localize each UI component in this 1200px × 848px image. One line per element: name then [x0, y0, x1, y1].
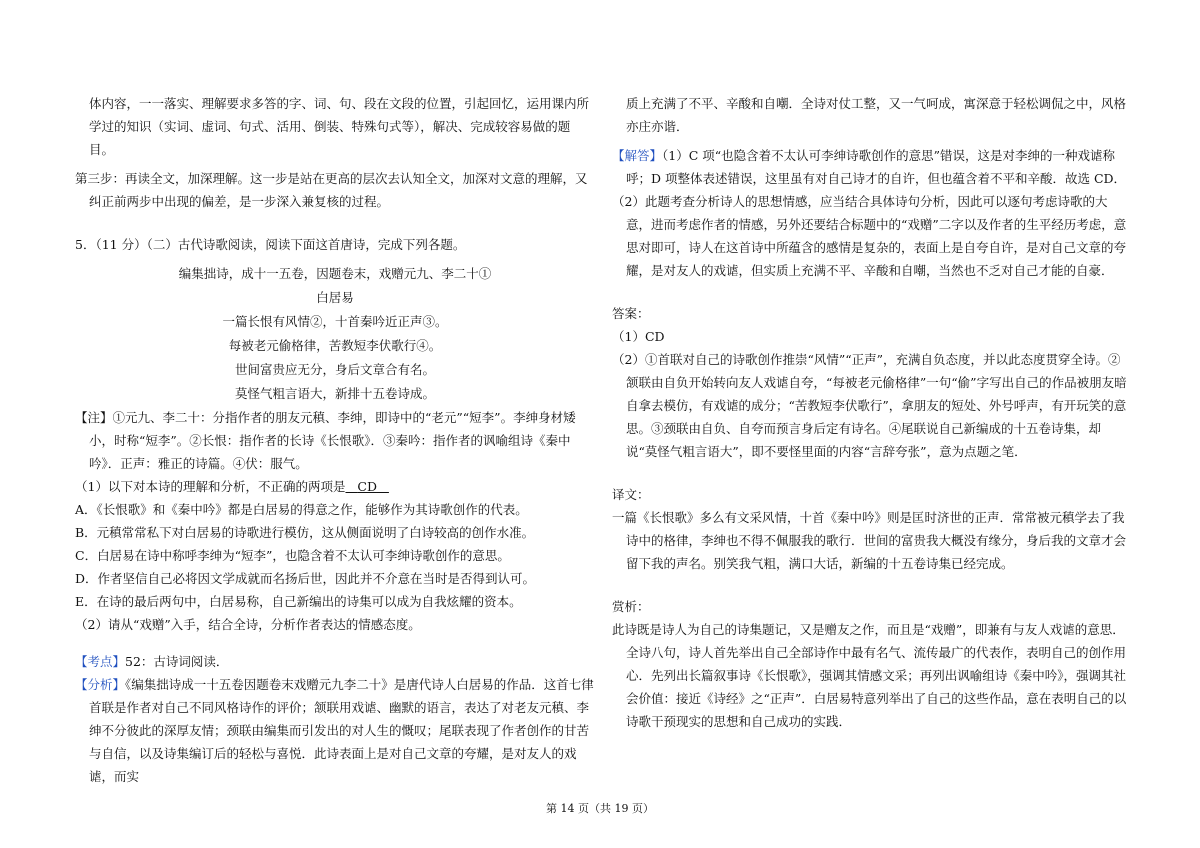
answer-2: （2）①首联对自己的诗歌创作推崇“风情”“正声”，充满自负态度，并以此态度贯穿全诗。②颔联由自负开始转向友人戏谑自夸，“每被老元偷格律”一句“偷”字写出自己的作品被朋友暗自拿去模仿，有戏谑的成分；“苦教短李伏歌行”，拿朋友的短处、外号呼声，有开玩笑的意思。③颈联由自负、自夸而预言身后定有诗名。④尾联说自己新编成的十五卷诗集，却说“莫怪气粗言语大”，即不要怪里面的内容“言辞夸张”，意为点题之笔．	[612, 352, 1127, 459]
poem-title: 编集拙诗，成十一五卷，因题卷末，戏赠元九、李二十①	[178, 266, 492, 281]
poem-author: 白居易	[316, 290, 354, 305]
poem-line: 每被老元偷格律，苦教短李伏歌行④。	[228, 338, 442, 353]
jieda-section	[612, 144, 1132, 190]
sub-question-1-text: （1）以下对本诗的理解和分析，不正确的两项是	[75, 479, 346, 494]
question-header: 5．（11 分）（二）古代诗歌阅读，阅读下面这首唐诗，完成下列各题。	[75, 237, 466, 252]
option-e: E．在诗的最后两句中，白居易称，自己新编出的诗集可以成为自我炫耀的资本。	[75, 594, 522, 609]
option-a: A．《长恨歌》和《秦中吟》都是白居易的得意之作，能够作为其诗歌创作的代表。	[75, 502, 528, 517]
right-column	[612, 92, 1132, 739]
poem-note: 【注】①元九、李二十：分指作者的朋友元稹、李绅，即诗中的“老元”“短李”。李绅身材矮小，时称“短李”。②长恨：指作者的长诗《长恨歌》．③秦吟：指作者的讽喻组诗《秦中吟》．正声：雅正的诗篇。④伏：服气。	[75, 410, 576, 471]
jieda-tag: 【解答】	[612, 148, 663, 163]
sub-question-2: （2）请从“戏赠”入手，结合全诗，分析作者表达的情感态度。	[75, 617, 421, 632]
step2-continued: 体内容，一一落实、理解要求多答的字、词、句、段在文段的位置，引起回忆，运用课内所学过的知识（实词、虚词、句式、活用、倒装、特殊句式等），解决、完成较容易做的题目。	[89, 96, 590, 157]
jieda-text-1: （1）C 项“也隐含着不太认可李绅诗歌创作的意思”错误，这是对李绅的一种戏谑称呼；D 项整体表述错误，这里虽有对自己诗才的自许，但也蕴含着不平和辛酸．故选 CD．	[626, 148, 1127, 186]
poem-line: 莫怪气粗言语大，新排十五卷诗成。	[234, 386, 435, 401]
poem-line: 一篇长恨有风情②，十首秦吟近正声③。	[222, 314, 448, 329]
yiwen-label: 译文：	[612, 487, 650, 502]
kaodian-text: 52：古诗词阅读．	[125, 654, 229, 669]
poem	[75, 262, 595, 406]
step3-paragraph: 第三步：再读全文，加深理解。这一步是站在更高的层次去认知全文，加深对文意的理解，又纠正前两步中出现的偏差，是一步深入兼复核的过程。	[75, 171, 588, 209]
shangxi-text: 此诗既是诗人为自己的诗集题记，又是赠友之作，而且是“戏赠”，即兼有与友人戏谑的意思．全诗八句，诗人首先举出自己全部诗作中最有名气、流传最广的代表作，表明自己的创作用心．先列出长篇叙事诗《长恨歌》，强调其情感文采；再列出讽喻组诗《秦中吟》，强调其社会价值：接近《诗经》之“正声”．白居易特意列举出了自己的这些作品，意在表明自己的以诗歌干预现实的思想和自己成功的实践．	[612, 622, 1127, 729]
fenxi-text: 《编集拙诗成一十五卷因题卷末戏赠元九李二十》是唐代诗人白居易的作品．这首七律首联是作者对自己不同风格诗作的评价；颔联用戏谑、幽默的语言，表达了对老友元稹、李绅不分彼此的深厚友情；颈联由编集而引发出的对人生的慨叹；尾联表现了作者创作的甘苦与自信，以及诗集编订后的轻松与喜悦．此诗表面上是对自己文章的夸耀，是对友人的戏谑，而实	[89, 677, 594, 784]
fenxi-tag: 【分析】	[75, 677, 126, 692]
option-c: C．白居易在诗中称呼李绅为“短李”，也隐含着不太认可李绅诗歌创作的意思。	[75, 548, 510, 563]
kaodian-section	[75, 650, 595, 673]
fenxi-section	[75, 673, 595, 788]
option-b: B．元稹常常私下对白居易的诗歌进行模仿，这从侧面说明了白诗较高的创作水准。	[75, 525, 535, 540]
fenxi-continued: 质上充满了不平、辛酸和自嘲．全诗对仗工整，又一气呵成，寓深意于轻松调侃之中，风格亦庄亦谐．	[626, 96, 1127, 134]
sub-question-1	[75, 475, 595, 498]
left-column	[75, 92, 595, 788]
option-d: D．作者坚信自己必将因文学成就而名扬后世，因此并不介意在当时是否得到认可。	[75, 571, 536, 586]
page-number: 第 14 页（共 19 页）	[546, 802, 654, 815]
jieda-text-2: （2）此题考查分析诗人的思想情感，应当结合具体诗句分析，因此可以逐句考虑诗歌的大意，进而考虑作者的情感，另外还要结合标题中的“戏赠”二字以及作者的生平经历考虑，意思对即可，诗人在这首诗中所蕴含的感情是复杂的，表面上是自夸自许，是对自己文章的夸耀，是对友人的戏谑，但实质上充满不平、辛酸和自嘲，当然也不乏对自己才能的自豪．	[612, 194, 1127, 278]
shangxi-label: 赏析：	[612, 599, 650, 614]
sub-question-1-answer: CD	[357, 479, 377, 494]
answer-1: （1）CD	[612, 329, 665, 344]
answer-label: 答案：	[612, 306, 650, 321]
yiwen-text: 一篇《长恨歌》多么有文采风情，十首《秦中吟》则是匡时济世的正声．常常被元稹学去了我诗中的格律，李绅也不得不佩服我的歌行．世间的富贵我大概没有缘分，身后我的文章才会留下我的声名。别笑我气粗，满口大话，新编的十五卷诗集已经完成。	[612, 510, 1127, 571]
poem-line: 世间富贵应无分，身后文章合有名。	[234, 362, 435, 377]
kaodian-tag: 【考点】	[75, 654, 126, 669]
